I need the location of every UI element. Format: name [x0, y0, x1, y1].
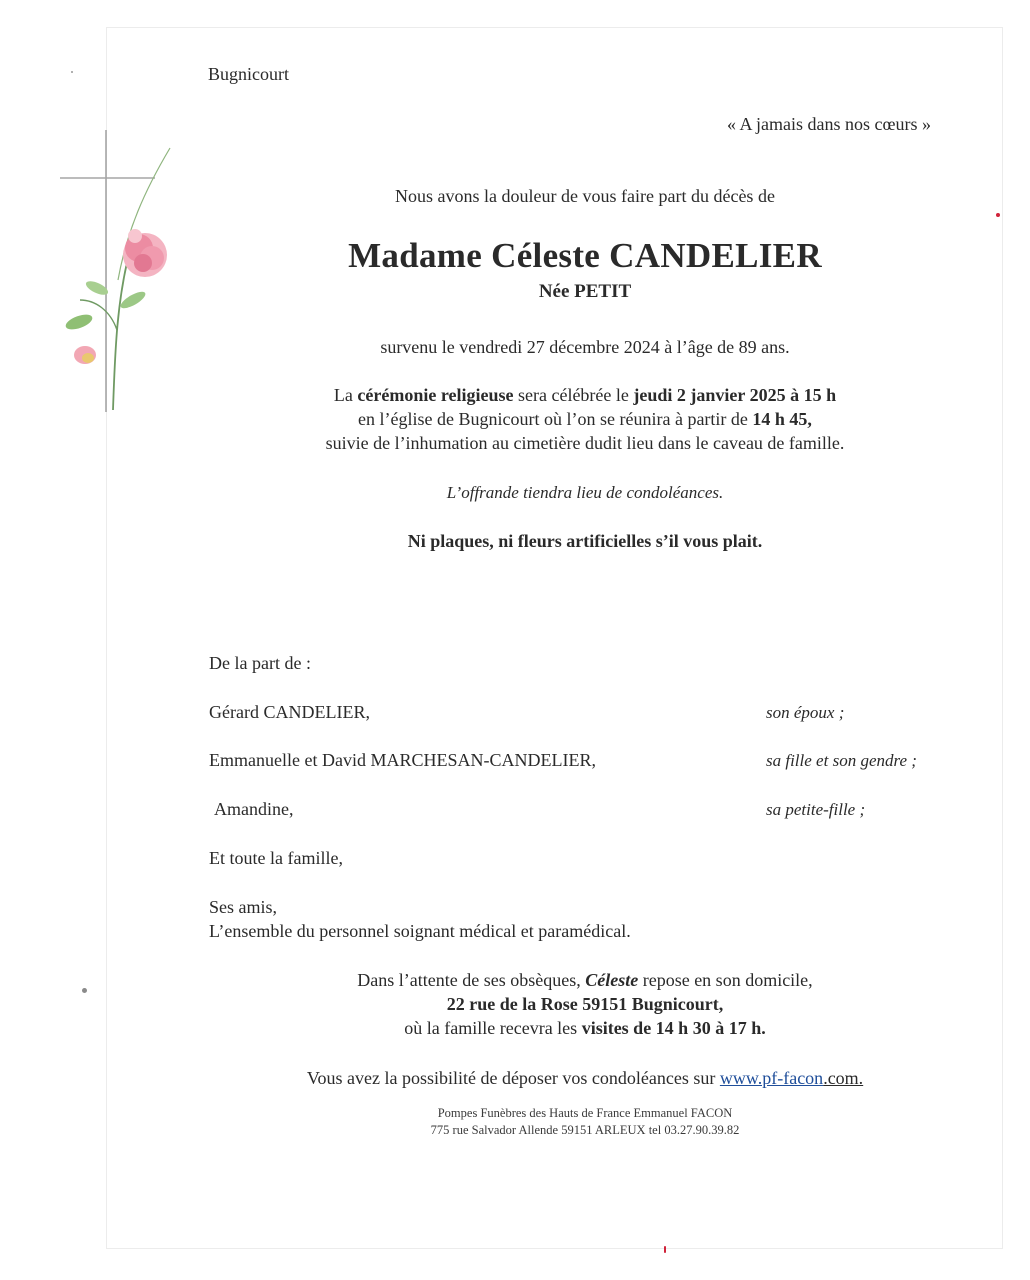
death-line: survenu le vendredi 27 décembre 2024 à l’âge de 89 ans. — [380, 337, 790, 357]
condolences-line — [185, 1068, 985, 1089]
deceased-name: Madame Céleste CANDELIER — [348, 236, 822, 275]
no-plaques-note: Ni plaques, ni fleurs artificielles s’il vous plait. — [407, 531, 763, 551]
wake-text: Dans l’attente de ses obsèques, — [357, 970, 586, 990]
wake-address: 22 rue de la Rose 59151 Bugnicourt, — [446, 994, 724, 1014]
family-name: Amandine, — [214, 799, 294, 819]
condolences-link[interactable]: www.pf-facon — [719, 1068, 824, 1088]
visiting-hours: visites de 14 h 30 à 17 h. — [581, 1018, 766, 1038]
motto: « A jamais dans nos cœurs » — [727, 114, 931, 134]
first-name: Céleste — [585, 970, 639, 990]
ceremony-text: sera célébrée le — [513, 385, 634, 405]
friends: Ses amis, — [209, 897, 278, 917]
family-name: Emmanuelle et David MARCHESAN-CANDELIER, — [209, 750, 596, 770]
family-relation: sa petite-fille ; — [766, 800, 866, 819]
ceremony-text: La — [333, 385, 358, 405]
scan-speck — [71, 71, 73, 73]
family-relation: sa fille et son gendre ; — [766, 751, 917, 770]
place-name: Bugnicourt — [208, 64, 289, 84]
condolences-text: Vous avez la possibilité de déposer vos condoléances sur — [306, 1068, 720, 1088]
wake-line-1 — [185, 970, 985, 991]
footer-company: Pompes Funèbres des Hauts de France Emmanuel FACON — [437, 1106, 733, 1120]
cross-flower-icon — [55, 130, 180, 415]
offering-note: L’offrande tiendra lieu de condoléances. — [446, 483, 724, 502]
wake-text: où la famille recevra les — [404, 1018, 582, 1038]
from-label: De la part de : — [209, 653, 311, 673]
scan-speck — [996, 213, 1000, 217]
scan-speck — [82, 988, 87, 993]
ceremony-type: cérémonie religieuse — [357, 385, 514, 405]
medical-staff: L’ensemble du personnel soignant médical et paramédical. — [209, 921, 631, 941]
page-border — [106, 27, 1003, 1249]
ceremony-date: jeudi 2 janvier 2025 à 15 h — [633, 385, 837, 405]
footer-address: 775 rue Salvador Allende 59151 ARLEUX tel 03.27.90.39.82 — [430, 1123, 740, 1137]
ceremony-line-1 — [185, 385, 985, 406]
maiden-name: Née PETIT — [538, 281, 632, 302]
wake-text: repose en son domicile, — [638, 970, 813, 990]
whole-family: Et toute la famille, — [209, 848, 343, 868]
family-relation: son époux ; — [766, 703, 845, 722]
ceremony-line-2 — [185, 409, 985, 430]
family-name: Gérard CANDELIER, — [209, 702, 370, 722]
gathering-time: 14 h 45, — [752, 409, 812, 429]
scan-speck — [664, 1246, 666, 1253]
intro-text: Nous avons la douleur de vous faire part du décès de — [395, 186, 775, 206]
ceremony-text: en l’église de Bugnicourt où l’on se réunira à partir de — [358, 409, 753, 429]
condolences-link-suffix: .com. — [823, 1068, 864, 1088]
ceremony-line-3: suivie de l’inhumation au cimetière dudit lieu dans le caveau de famille. — [325, 433, 845, 453]
wake-line-3 — [185, 1018, 985, 1039]
